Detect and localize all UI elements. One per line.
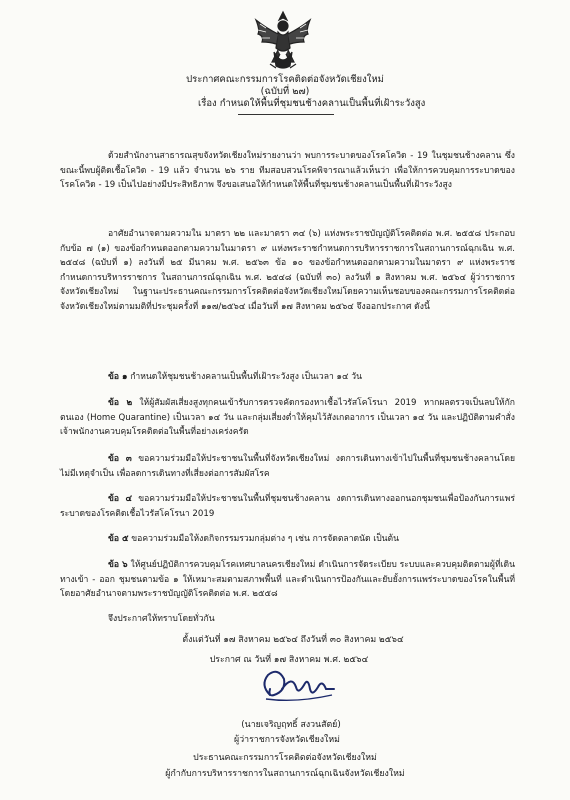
clause-5 [60, 532, 515, 547]
title-divider [238, 114, 334, 115]
signatory-position-emergency: ผู้กำกับการบริหารราชการในสถานการณ์ฉุกเฉินจังหวัดเชียงใหม่ [165, 769, 405, 779]
clause-3-number: ข้อ ๓ [108, 454, 132, 464]
clause-3 [60, 452, 515, 481]
clause-5-text: ขอความร่วมมือให้งดกิจกรรมรวมกลุ่มต่าง ๆ เช่น การจัดตลาดนัด เป็นต้น [128, 534, 400, 544]
clause-6 [60, 558, 515, 602]
subject-line: เรื่อง กำหนดให้พื้นที่ชุมชนช้างคลานเป็นพื้นที่เฝ้าระวังสูง [198, 98, 426, 109]
signatory-name: (นายเจริญฤทธิ์ สงวนสัตย์) [241, 720, 341, 730]
issue-number: (ฉบับที่ ๒๗) [260, 86, 310, 97]
paragraph-background: ด้วยสำนักงานสาธารณสุขจังหวัดเชียงใหม่รายงานว่า พบการระบาดของโรคโควิด - 19 ในชุมชนช้างคลาน ซึ่งขณะนี้พบผู้ติดเชื้อโควิด - 19 แล้ว จำนวน ๒๖ ราย ทีมสอบสวนโรคพิจารณาแล้วเห็นว่า เพื่อให้การควบคุมการระบาดของโรคโควิด - 19 เป็นไปอย่างมีประสิทธิภาพ จึงขอเสนอให้กำหนดให้พื้นที่ชุมชนช้างคลานเป็นพื้นที่เฝ้าระวังสูง [60, 151, 515, 191]
paragraph-legal-basis: อาศัยอำนาจตามความใน มาตรา ๒๒ และมาตรา ๓๔ (๖) แห่งพระราชบัญญัติโรคติดต่อ พ.ศ. ๒๕๕๘ ประกอบกับข้อ ๗ (๑) ของข้อกำหนดออกตามความในมาตรา ๙ แห่งพระราชกำหนดการบริหารราชการในสถานการณ์ฉุกเฉิน พ.ศ. ๒๕๔๘ (ฉบับที่ ๑) ลงวันที่ ๒๕ มีนาคม พ.ศ. ๒๕๖๓ ข้อ ๑๐ ของข้อกำหนดออกตามความในมาตรา ๙ แห่งพระราชกำหนดการบริหารราชการ ในสถานการณ์ฉุกเฉิน พ.ศ. ๒๕๔๘ (ฉบับที่ ๓๐) ลงวันที่ ๑ สิงหาคม พ.ศ. ๒๕๖๔ ผู้ว่าราชการจังหวัดเชียงใหม่ ในฐานะประธานคณะกรรมการโรคติดต่อจังหวัดเชียงใหม่โดยความเห็นชอบของคณะกรรมการโรคติดต่อจังหวัดเชียงใหม่ตามมติที่ประชุมครั้งที่ ๑๑๗/๒๕๖๔ เมื่อวันที่ ๑๗ สิงหาคม ๒๕๖๔ จึงออกประกาศ ดังนี้ [60, 229, 515, 312]
clause-4 [60, 492, 515, 521]
clause-3-text: ขอความร่วมมือให้ประชาชนในพื้นที่จังหวัดเชียงใหม่ งดการเดินทางเข้าไปในพื้นที่ชุมชนช้างคลานโดยไม่มีเหตุจำเป็น เพื่อลดการเดินทางที่เสี่ยงต่อการสัมผัสโรค [60, 454, 515, 479]
effective-period: ตั้งแต่วันที่ ๑๗ สิงหาคม ๒๕๖๔ ถึงวันที่ ๓๐ สิงหาคม ๒๕๖๔ [182, 635, 404, 645]
clause-1 [60, 370, 515, 385]
clause-6-text: ให้ศูนย์ปฏิบัติการควบคุมโรคเทศบาลนครเชียงใหม่ ดำเนินการจัดระเบียบ ระบบและควบคุมติดตามผู้ที่เดินทางเข้า - ออก ชุมชนตามข้อ ๑ ให้เหมาะสมตามสภาพพื้นที่ และดำเนินการป้องกันและยับยั้งการแพร่ระบาดของโรคในพื้นที่ โดยอาศัยอำนาจตามพระราชบัญญัติโรคติดต่อ พ.ศ. ๒๕๕๘ [60, 560, 516, 600]
clause-4-text: ขอความร่วมมือให้ประชาชนในพื้นที่ชุมชนช้างคลาน งดการเดินทางออกนอกชุมชนเพื่อป้องกันการแพร่ระบาดของโรคติดเชื้อไวรัสโคโรนา 2019 [60, 494, 515, 519]
signature-image [256, 665, 340, 707]
closing-announce: จึงประกาศให้ทราบโดยทั่วกัน [108, 614, 215, 624]
announcement-date: ประกาศ ณ วันที่ ๑๗ สิงหาคม พ.ศ. ๒๕๖๔ [209, 655, 369, 665]
clause-1-number: ข้อ ๑ [108, 372, 128, 382]
clause-5-number: ข้อ ๕ [108, 534, 129, 544]
garuda-emblem-icon [252, 8, 314, 72]
clause-1-text: กำหนดให้ชุมชนช้างคลานเป็นพื้นที่เฝ้าระวังสูง เป็นเวลา ๑๔ วัน [127, 372, 362, 382]
announcement-title: ประกาศคณะกรรมการโรคติดต่อจังหวัดเชียงใหม่ [186, 74, 384, 85]
clause-6-number: ข้อ ๖ [108, 560, 128, 570]
clause-2-number: ข้อ ๒ [108, 398, 133, 408]
signatory-position-chair: ประธานคณะกรรมการโรคติดต่อจังหวัดเชียงใหม่ [193, 753, 377, 763]
signatory-position-governor: ผู้ว่าราชการจังหวัดเชียงใหม่ [234, 735, 340, 745]
clause-4-number: ข้อ ๔ [108, 494, 132, 504]
clause-2-text: ให้ผู้สัมผัสเสี่ยงสูงทุกคนเข้ารับการตรวจคัดกรองหาเชื้อไวรัสโคโรนา 2019 หากผลตรวจเป็นลบให้กักตนเอง (Home Quarantine) เป็นเวลา ๑๔ วัน และกลุ่มเสี่ยงต่ำให้คุมไว้สังเกตอาการ เป็นเวลา ๑๔ วัน และปฏิบัติตามคำสั่งเจ้าพนักงานควบคุมโรคติดต่อในพื้นที่อย่างเคร่งครัด [60, 398, 515, 438]
clause-2 [60, 396, 515, 440]
